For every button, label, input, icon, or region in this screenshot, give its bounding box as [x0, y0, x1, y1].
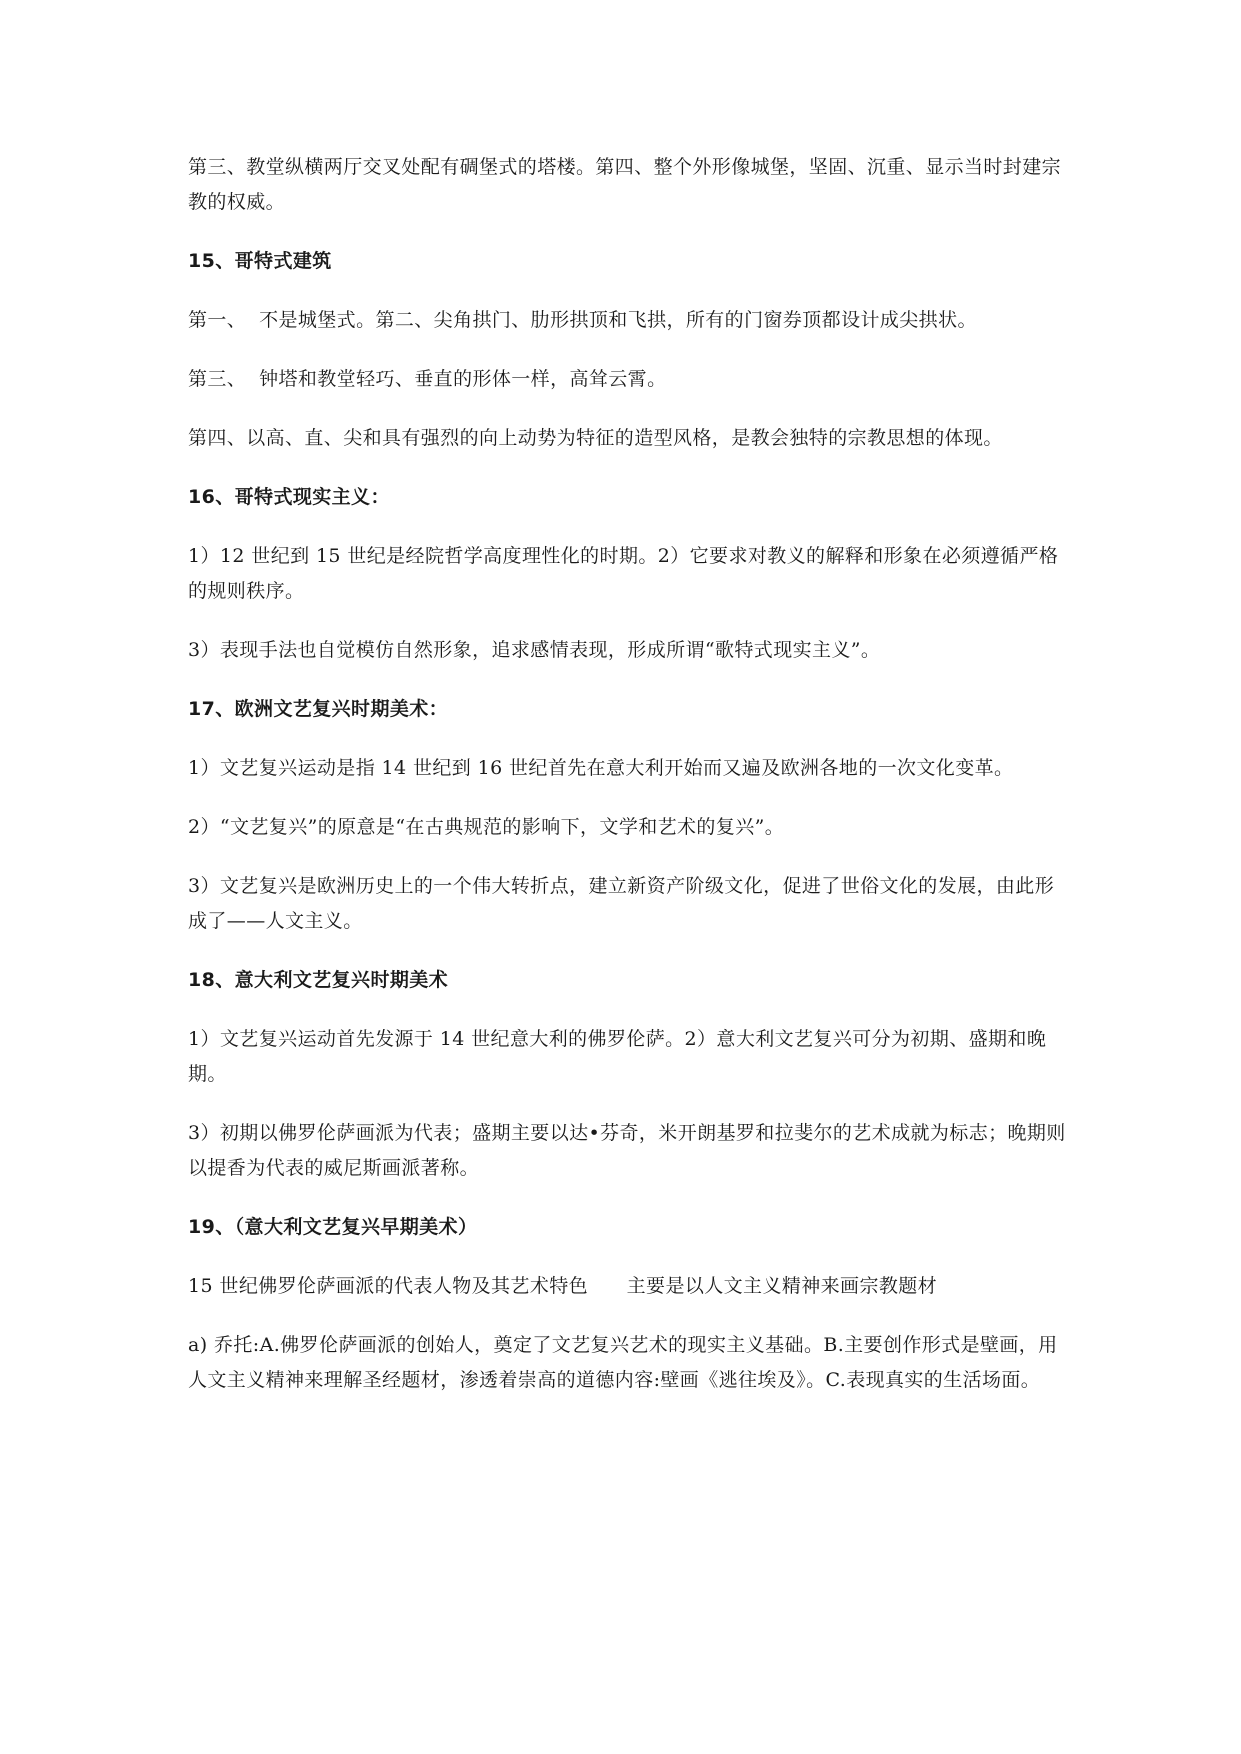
- section-heading-18: 18、意大利文艺复兴时期美术: [188, 969, 449, 991]
- section-heading-16: 16、哥特式现实主义：: [188, 486, 390, 508]
- section-heading-15: 15、哥特式建筑: [188, 250, 332, 272]
- paragraph: 第三、 钟塔和教堂轻巧、垂直的形体一样，高耸云霄。: [188, 368, 667, 390]
- paragraph: a) 乔托:A.佛罗伦萨画派的创始人，奠定了文艺复兴艺术的现实主义基础。B.主要创作形式是壁画，用人文主义精神来理解圣经题材，渗透着崇高的道德内容:壁画《逃往埃及》。C.表现真实的生活场面。: [188, 1334, 1058, 1391]
- section-heading-17: 17、欧洲文艺复兴时期美术：: [188, 698, 449, 720]
- paragraph: 第一、 不是城堡式。第二、尖角拱门、肋形拱顶和飞拱，所有的门窗券顶都设计成尖拱状。: [188, 309, 977, 331]
- paragraph: 1）12 世纪到 15 世纪是经院哲学高度理性化的时期。2）它要求对教义的解释和形象在必须遵循严格的规则秩序。: [188, 545, 1059, 602]
- paragraph: 3）初期以佛罗伦萨画派为代表；盛期主要以达•芬奇，米开朗基罗和拉斐尔的艺术成就为标志；晚期则以提香为代表的威尼斯画派著称。: [188, 1122, 1066, 1179]
- document-page: [188, 150, 1068, 1422]
- paragraph: 15 世纪佛罗伦萨画派的代表人物及其艺术特色 主要是以人文主义精神来画宗教题材: [188, 1275, 938, 1297]
- paragraph: 1）文艺复兴运动首先发源于 14 世纪意大利的佛罗伦萨。2）意大利文艺复兴可分为初期、盛期和晚期。: [188, 1028, 1047, 1085]
- section-heading-19: 19、（意大利文艺复兴早期美术）: [188, 1216, 478, 1238]
- paragraph: 第三、教堂纵横两厅交叉处配有碉堡式的塔楼。第四、整个外形像城堡，坚固、沉重、显示当时封建宗教的权威。: [188, 156, 1062, 213]
- paragraph: 2）“文艺复兴”的原意是“在古典规范的影响下，文学和艺术的复兴”。: [188, 816, 785, 838]
- paragraph: 3）表现手法也自觉模仿自然形象，追求感情表现，形成所谓“歌特式现实主义”。: [188, 639, 881, 661]
- paragraph: 3）文艺复兴是欧洲历史上的一个伟大转折点，建立新资产阶级文化，促进了世俗文化的发展，由此形成了——人文主义。: [188, 875, 1055, 932]
- paragraph: 1）文艺复兴运动是指 14 世纪到 16 世纪首先在意大利开始而又遍及欧洲各地的一次文化变革。: [188, 757, 1014, 779]
- paragraph: 第四、以高、直、尖和具有强烈的向上动势为特征的造型风格，是教会独特的宗教思想的体现。: [188, 427, 1003, 449]
